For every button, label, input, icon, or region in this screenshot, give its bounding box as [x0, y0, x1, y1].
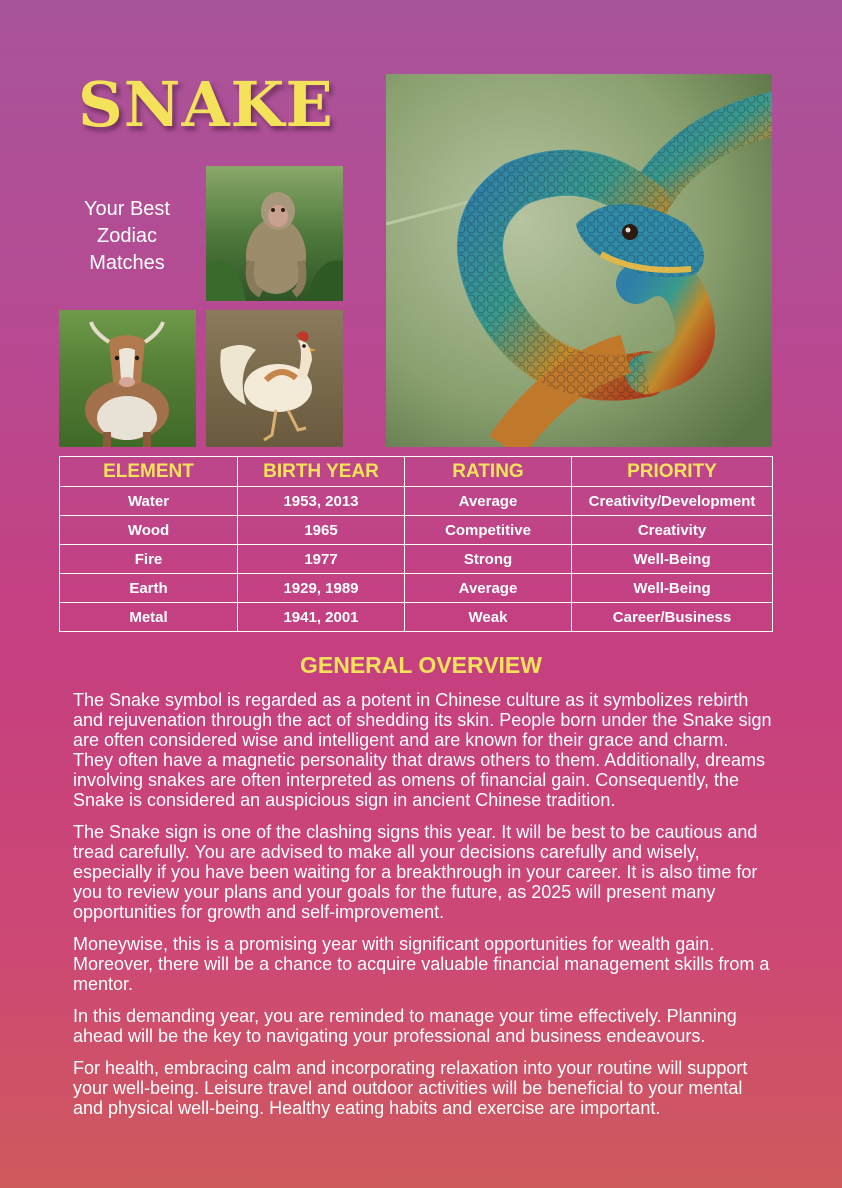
- overview-paragraph: Moneywise, this is a promising year with significant opportunities for wealth gain. Moreover, there will be a chance to acquire valuable financial management skills from a mentor.: [73, 934, 770, 994]
- overview-body: [73, 690, 773, 1130]
- table-header-row: [60, 457, 773, 487]
- table-row: [60, 487, 773, 516]
- overview-paragraph: For health, embracing calm and incorporating relaxation into your routine will support your well-being. Leisure travel and outdoor activities will be beneficial to your mental and physical well-being. Healthy eating habits and exercise are important.: [73, 1058, 748, 1118]
- cell-priority: Creativity/Development: [572, 487, 773, 516]
- cell-priority: Career/Business: [572, 603, 773, 632]
- best-matches-label: Your Best Zodiac Matches: [84, 198, 170, 274]
- cell-rating: Average: [405, 574, 572, 603]
- overview-paragraph: In this demanding year, you are reminded to manage your time effectively. Planning ahead will be the key to navigating your professional and business endeavours.: [73, 1006, 737, 1046]
- page-title: SNAKE: [78, 68, 334, 141]
- rooster-photo: [206, 310, 343, 447]
- table-row: [60, 516, 773, 545]
- cell-birth-year: 1941, 2001: [238, 603, 405, 632]
- cell-rating: Average: [405, 487, 572, 516]
- zodiac-element-table: [59, 456, 773, 632]
- cell-rating: Strong: [405, 545, 572, 574]
- cell-element: Fire: [60, 545, 238, 574]
- header-priority: PRIORITY: [572, 457, 773, 487]
- cell-priority: Well-Being: [572, 574, 773, 603]
- cell-birth-year: 1965: [238, 516, 405, 545]
- header-element: ELEMENT: [60, 457, 238, 487]
- cell-element: Metal: [60, 603, 238, 632]
- header-birth-year: BIRTH YEAR: [238, 457, 405, 487]
- ox-photo: [59, 310, 196, 447]
- cell-element: Water: [60, 487, 238, 516]
- cell-priority: Creativity: [572, 516, 773, 545]
- cell-birth-year: 1929, 1989: [238, 574, 405, 603]
- monkey-photo: [206, 166, 343, 301]
- overview-paragraph: The Snake symbol is regarded as a potent in Chinese culture as it symbolizes rebirth and rejuvenation through the act of shedding its skin. People born under the Snake sign are often considered wise and intelligent and are known for their grace and charm. They often have a magnetic personality that draws others to them. Additionally, dreams involving snakes are often interpreted as omens of financial gain. Consequently, the Snake is considered an auspicious sign in ancient Chinese tradition.: [73, 690, 772, 810]
- overview-paragraph: The Snake sign is one of the clashing signs this year. It will be best to be cautious and tread carefully. You are advised to make all your decisions carefully and wisely, especially if you have been waiting for a breakthrough in your career. It is also time for you to review your plans and your goals for the future, as 2025 will present many opportunities for growth and self-improvement.: [73, 822, 758, 922]
- table-row: [60, 574, 773, 603]
- cell-priority: Well-Being: [572, 545, 773, 574]
- table-row: [60, 603, 773, 632]
- table-row: [60, 545, 773, 574]
- header-rating: RATING: [405, 457, 572, 487]
- cell-birth-year: 1953, 2013: [238, 487, 405, 516]
- snake-photo: [386, 74, 772, 447]
- cell-rating: Weak: [405, 603, 572, 632]
- cell-rating: Competitive: [405, 516, 572, 545]
- overview-heading: GENERAL OVERVIEW: [300, 652, 542, 678]
- cell-element: Wood: [60, 516, 238, 545]
- cell-birth-year: 1977: [238, 545, 405, 574]
- cell-element: Earth: [60, 574, 238, 603]
